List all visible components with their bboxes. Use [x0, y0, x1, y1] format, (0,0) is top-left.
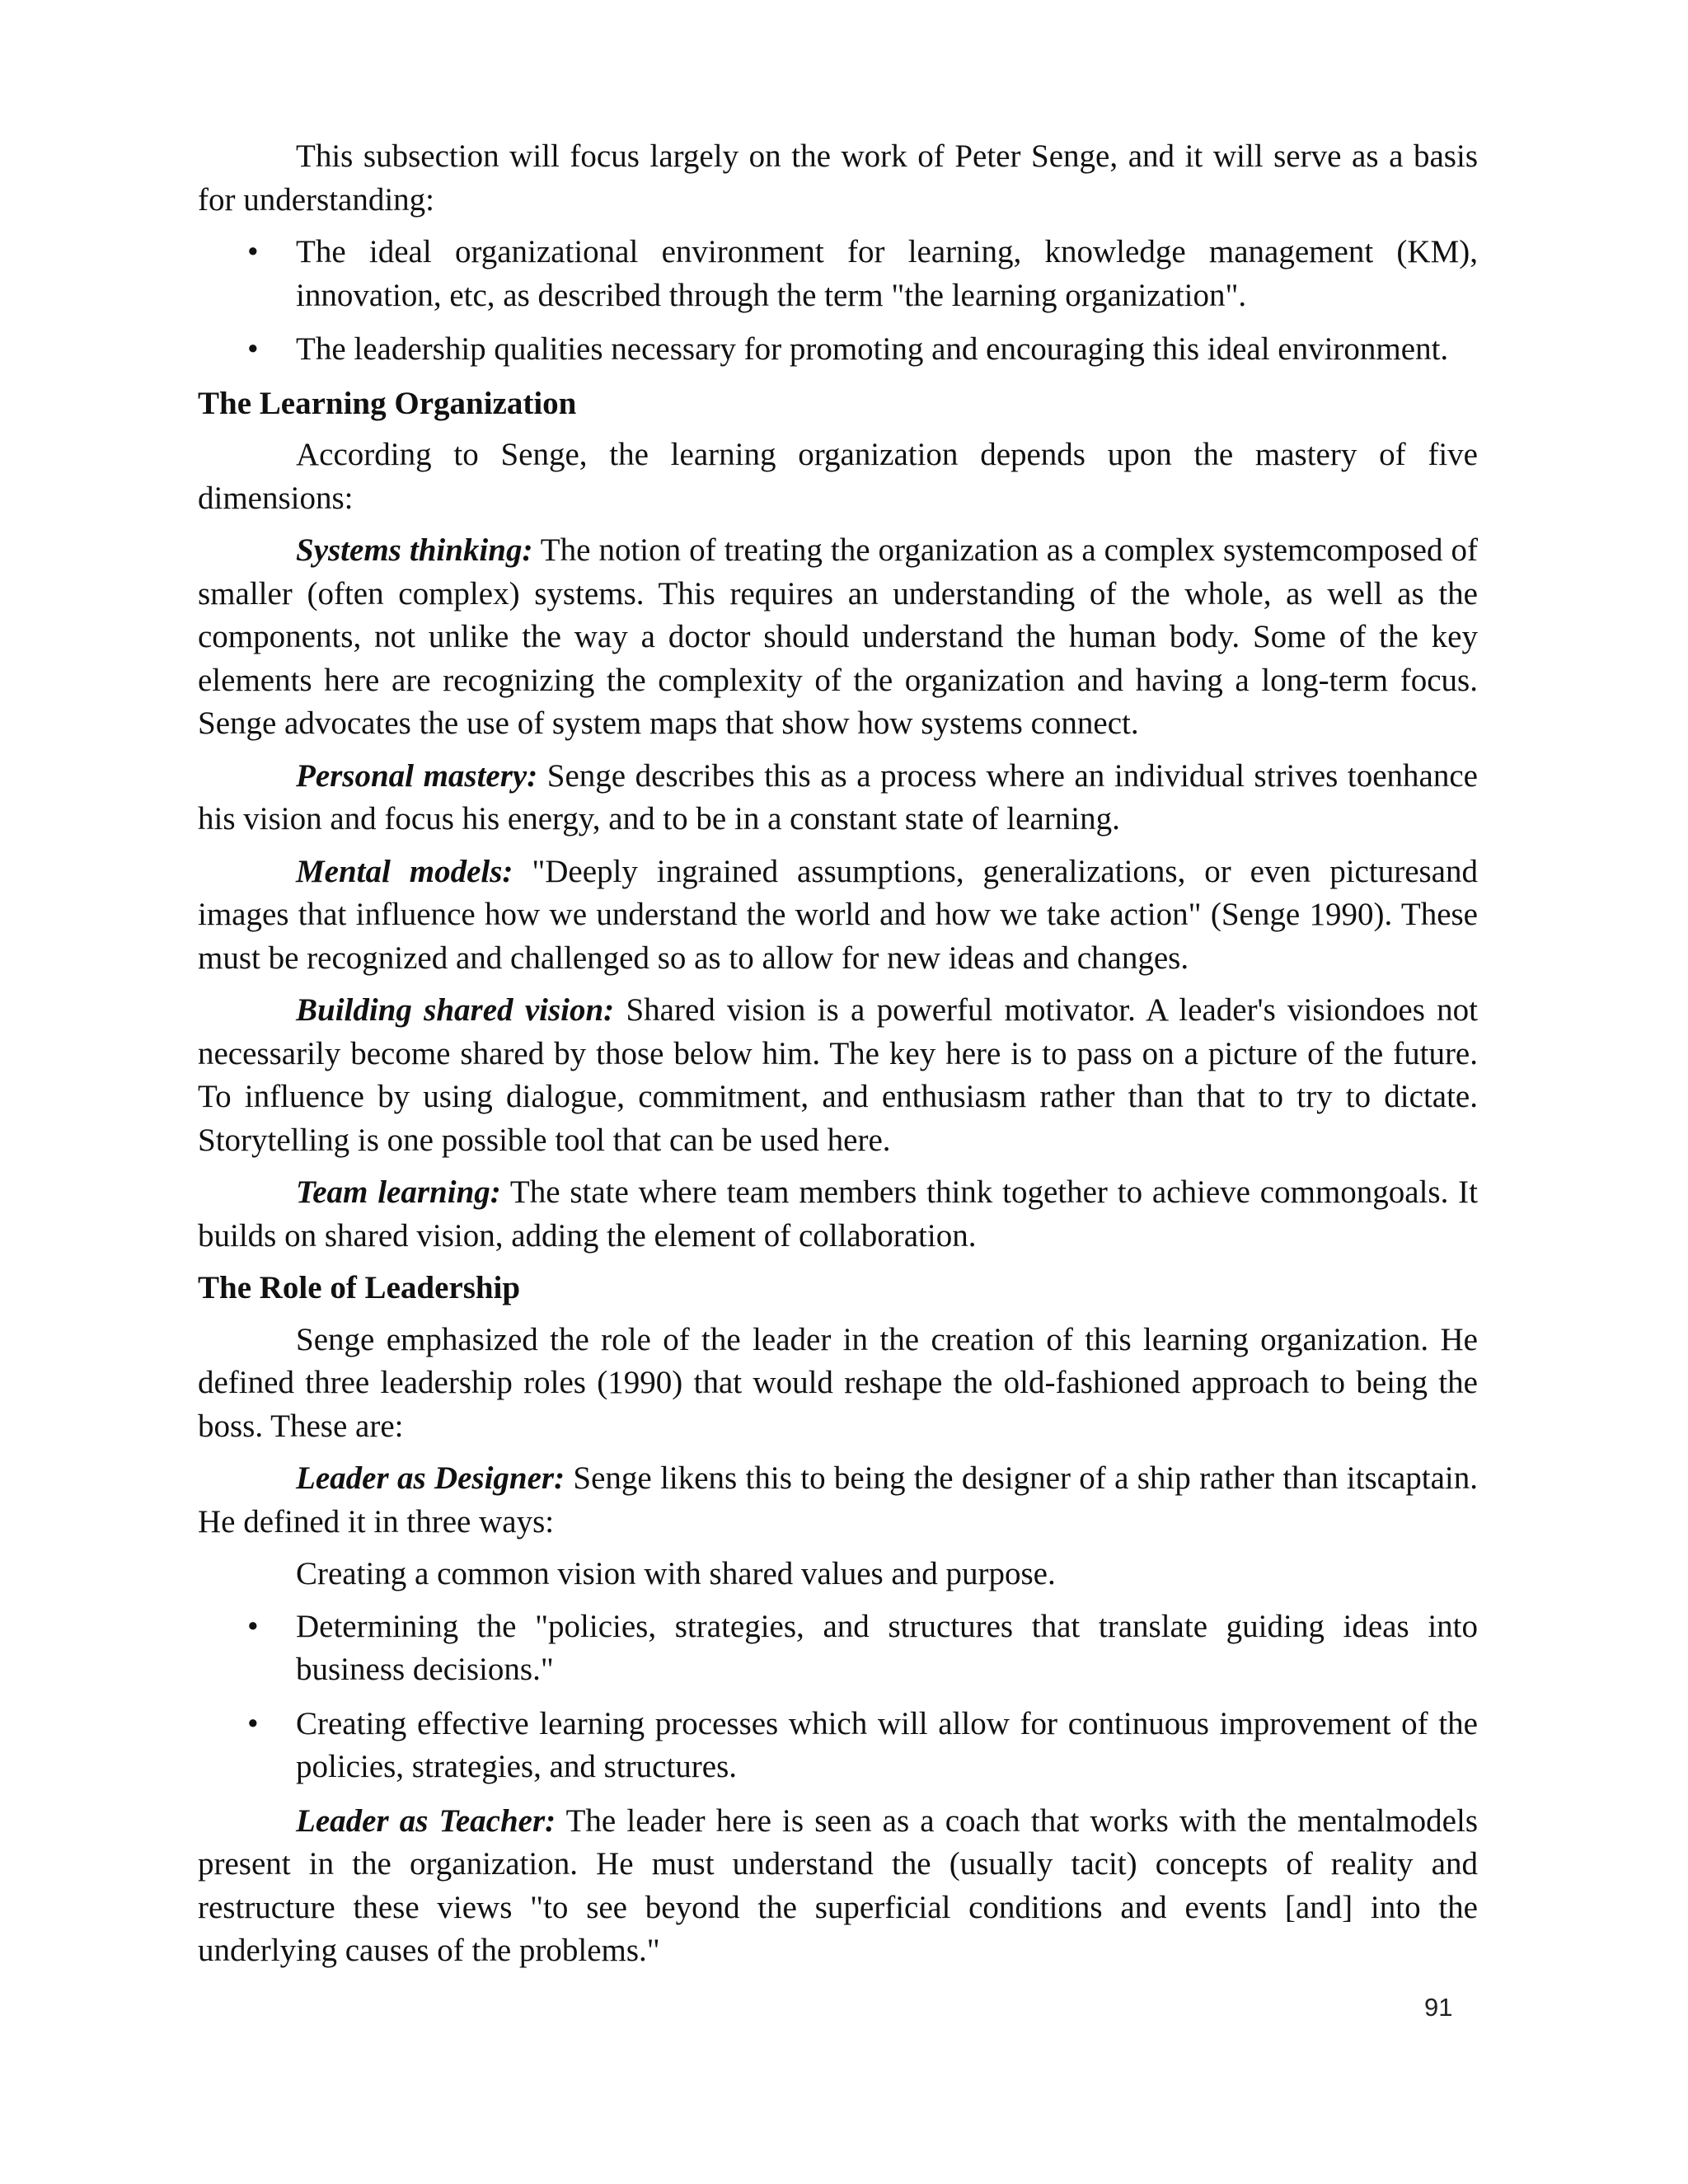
intro-bullet-list	[198, 231, 1478, 372]
term-label: Systems thinking:	[296, 532, 533, 568]
term-description: The state where team members think together to achieve commongoals. It builds on shared vision, adding the element of collaboration.	[198, 1174, 1478, 1254]
term-description: The notion of treating the organization as a complex systemcomposed of smaller (often complex) systems. This requires an understanding of the whole, as well as the components, not unlike the way a doctor should understand the human body. Some of the key elements here are recognizing the complexity of the organization and having a long-term focus. Senge advocates the use of system maps that show how systems connect.	[198, 532, 1479, 741]
section-heading-role-of-leadership: The Role of Leadership	[198, 1270, 521, 1305]
list-item-text: The leadership qualities necessary for promoting and encouraging this ideal environment.	[296, 331, 1449, 367]
list-item	[198, 231, 1478, 317]
leadership-intro: Senge emphasized the role of the leader in the creation of this learning organization. He defined three leadership roles (1990) that would reshape the old-fashioned approach to being the boss. These are:	[198, 1321, 1478, 1444]
designer-way-one: Creating a common vision with shared values and purpose.	[296, 1556, 1056, 1591]
learning-organization-intro: According to Senge, the learning organization depends upon the mastery of five dimensions:	[198, 437, 1478, 516]
term-description: Senge describes this as a process where an individual strives toenhance his vision and focus his energy, and to be in a constant state of learning.	[198, 757, 1478, 837]
dimension-systems-thinking	[198, 529, 1478, 746]
leader-as-teacher	[198, 1800, 1478, 1973]
term-label: Leader as Designer:	[296, 1460, 565, 1496]
term-description: Shared vision is a powerful motivator. A leader's visiondoes not necessarily become shared by those below him. The key here is to pass on a picture of the future. To influence by using dialogue, commitment, and enthusiasm rather than that to try to dictate. Storytelling is one possible tool that can be used here.	[198, 992, 1479, 1158]
term-label: Team learning:	[296, 1174, 501, 1210]
dimension-personal-mastery	[198, 755, 1478, 841]
document-page	[198, 135, 1478, 1982]
term-description: Senge likens this to being the designer of a ship rather than itscaptain. He defined it in three ways:	[198, 1460, 1478, 1540]
page-number: 91	[1424, 1993, 1453, 2022]
list-item	[198, 1605, 1478, 1692]
dimension-building-shared-vision	[198, 989, 1478, 1162]
section-heading-learning-organization: The Learning Organization	[198, 385, 577, 421]
bullet-icon: •	[247, 1705, 259, 1741]
intro-paragraph: This subsection will focus largely on the work of Peter Senge, and it will serve as a basis for understanding:	[198, 138, 1478, 218]
list-item	[198, 1703, 1478, 1789]
list-item-text: Determining the "policies, strategies, and structures that translate guiding ideas into business decisions."	[296, 1608, 1478, 1687]
bullet-icon: •	[247, 331, 259, 367]
term-label: Leader as Teacher:	[296, 1802, 556, 1839]
list-item-text: The ideal organizational environment for learning, knowledge management (KM), innovation, etc, as described through the term "the learning organization".	[296, 234, 1478, 313]
bullet-icon: •	[247, 1608, 259, 1644]
designer-bullet-list	[198, 1605, 1478, 1789]
list-item-text: Creating effective learning processes which will allow for continuous improvement of the policies, strategies, and structures.	[296, 1705, 1478, 1784]
dimension-team-learning	[198, 1171, 1478, 1258]
term-label: Personal mastery:	[296, 757, 538, 794]
bullet-icon: •	[247, 234, 259, 269]
term-label: Building shared vision:	[296, 992, 615, 1028]
term-label: Mental models:	[296, 853, 513, 889]
leader-as-designer	[198, 1457, 1478, 1544]
list-item	[198, 328, 1478, 372]
term-description: The leader here is seen as a coach that works with the mentalmodels present in the organization. He must understand the (usually tacit) concepts of reality and restructure these views "to see beyond the superficial conditions and events [and] into the underlying causes of the problems."	[198, 1802, 1479, 1968]
dimension-mental-models	[198, 851, 1478, 981]
term-description: "Deeply ingrained assumptions, generalizations, or even picturesand images that influence how we understand the world and how we take action" (Senge 1990). These must be recognized and challenged so as to allow for new ideas and changes.	[198, 853, 1478, 976]
